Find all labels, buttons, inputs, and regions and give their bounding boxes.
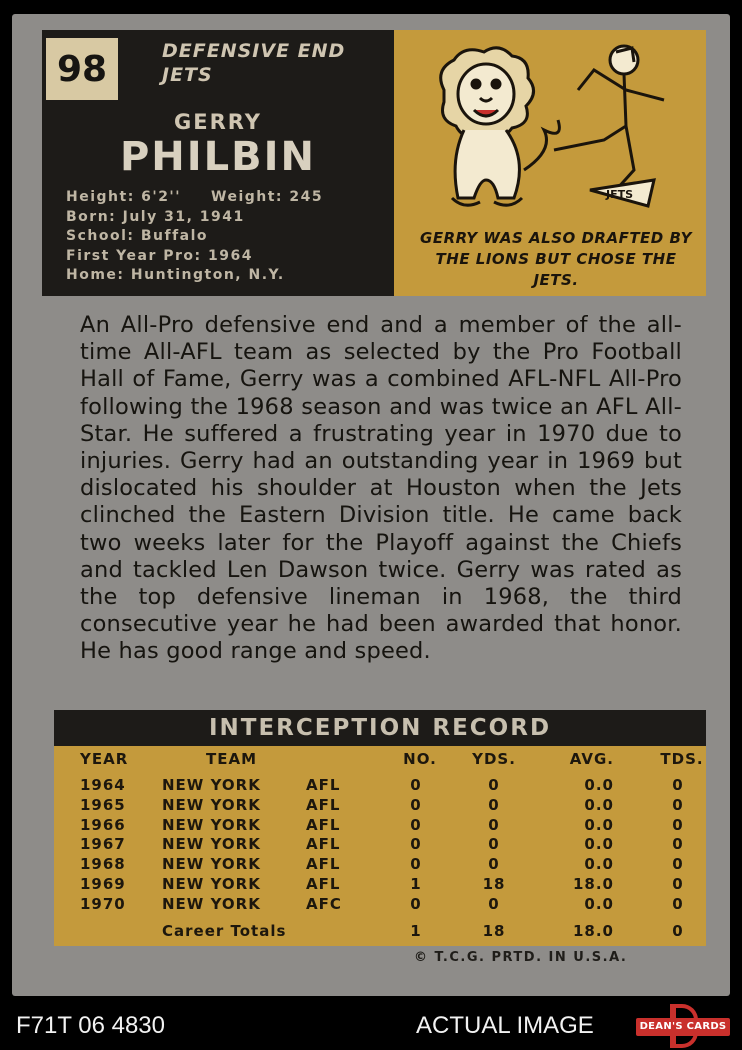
table-cell: 0: [672, 776, 684, 794]
table-cell: AFL: [306, 776, 341, 794]
table-cell: NEW YORK: [162, 875, 261, 893]
table-cell: NEW YORK: [162, 894, 261, 913]
player-bio: An All-Pro defensive end and a member of the all-time All-AFL team as selected by the Pro Football Hall of Fame, Gerry was a combined AFL-NFL All-Pro following the 1968 season and was twice an AFL All-Star. He suffered a frustrating year in 1970 due to injuries. Gerry had an outstanding year in 1969 but dislocated his shoulder at Houston when the Jets clinched the Eastern Division title. He came back two weeks later for the Playoff against the Chiefs and tackled Len Dawson twice. Gerry was rated as the top defensive lineman in 1968, the third consecutive year he had been awarded that honor. He has good range and speed.: [80, 312, 682, 665]
table-cell: 0: [672, 795, 684, 814]
totals-cell: 0: [672, 922, 684, 940]
table-header: AVG.: [569, 750, 614, 768]
table-cell: 1968: [80, 855, 126, 874]
table-header: TDS.: [660, 750, 704, 768]
table-cell: 0: [488, 855, 500, 874]
table-cell: 0.0: [584, 776, 614, 794]
table-cell: NEW YORK: [162, 855, 261, 874]
table-cell: AFL: [306, 855, 341, 874]
record-title: INTERCEPTION RECORD: [54, 710, 706, 746]
table-cell: 0: [672, 835, 684, 854]
school: School: Buffalo: [66, 228, 209, 244]
table-cell: 0.0: [584, 795, 614, 814]
table-cell: NEW YORK: [162, 776, 261, 794]
born: Born: July 31, 1941: [66, 208, 245, 225]
table-cell: 0: [672, 894, 684, 913]
card-number: 98: [46, 38, 118, 100]
player-first-name: GERRY: [174, 110, 262, 134]
table-cell: 1964: [80, 776, 126, 794]
table-cell: 0: [488, 815, 500, 834]
table-cell: 0.0: [584, 835, 614, 854]
table-cell: 0.0: [584, 855, 614, 874]
table-cell: 0: [672, 815, 684, 834]
table-cell: 1966: [80, 815, 126, 834]
actual-image-label: ACTUAL IMAGE: [416, 1012, 594, 1039]
weight: Weight: 245: [211, 189, 324, 205]
table-cell: NEW YORK: [162, 795, 261, 814]
table-cell: 1965: [80, 795, 126, 814]
table-cell: 0: [410, 795, 422, 814]
player-last-name: PHILBIN: [119, 134, 316, 180]
totals-cell: 18.0: [572, 922, 614, 940]
table-cell: AFL: [306, 815, 341, 834]
table-cell: 0.0: [584, 815, 614, 834]
table-cell: 0: [410, 815, 422, 834]
table-cell: 1: [410, 875, 422, 893]
table-cell: 0: [488, 894, 500, 913]
home: Home: Huntington, N.Y.: [66, 267, 285, 283]
player-header: [42, 30, 394, 296]
first-year-pro: First Year Pro: 1964: [66, 247, 253, 264]
table-header: NO.: [403, 750, 437, 768]
player-position: DEFENSIVE END: [162, 40, 346, 62]
table-cell: 0: [488, 795, 500, 814]
copyright: © T.C.G. PRTD. IN U.S.A.: [414, 950, 628, 965]
table-cell: 0: [410, 776, 422, 794]
interception-record-table: [54, 746, 706, 946]
table-cell: 0: [672, 875, 684, 893]
table-cell: 0: [410, 894, 422, 913]
height: Height: 6'2'': [66, 189, 182, 205]
table-header: TEAM: [206, 750, 258, 768]
table-cell: 1969: [80, 875, 126, 893]
player-vitals: [66, 188, 323, 286]
table-cell: 18: [482, 875, 506, 893]
deans-cards-logo: [636, 1004, 730, 1048]
totals-cell: Career Totals: [162, 922, 287, 940]
table-cell: 1967: [80, 835, 126, 854]
svg-text:JETS: JETS: [606, 188, 634, 201]
logo-text: DEAN'S CARDS: [636, 1018, 730, 1036]
cert-number: F71T 06 4830: [16, 1012, 166, 1039]
table-cell: 0.0: [584, 894, 614, 913]
cartoon-panel: [394, 30, 706, 296]
table-cell: 0: [672, 855, 684, 874]
cartoon-caption: GERRY WAS ALSO DRAFTED BY THE LIONS BUT CHOSE THE JETS.: [420, 229, 692, 289]
table-cell: AFL: [306, 795, 341, 814]
table-cell: 1970: [80, 894, 126, 913]
totals-cell: 1: [410, 922, 422, 940]
table-cell: AFL: [306, 875, 341, 893]
table-cell: AFC: [306, 894, 342, 913]
table-cell: 0: [488, 835, 500, 854]
table-cell: 18.0: [572, 875, 614, 893]
player-team: JETS: [162, 64, 213, 86]
table-cell: AFL: [306, 835, 341, 854]
totals-cell: 18: [482, 922, 506, 940]
table-cell: NEW YORK: [162, 815, 261, 834]
table-header: YDS.: [472, 750, 516, 768]
table-cell: NEW YORK: [162, 835, 261, 854]
table-header: YEAR: [80, 750, 129, 768]
table-cell: 0: [410, 835, 422, 854]
table-cell: 0: [410, 855, 422, 874]
lion-cartoon-icon: [394, 30, 706, 230]
table-cell: 0: [488, 776, 500, 794]
